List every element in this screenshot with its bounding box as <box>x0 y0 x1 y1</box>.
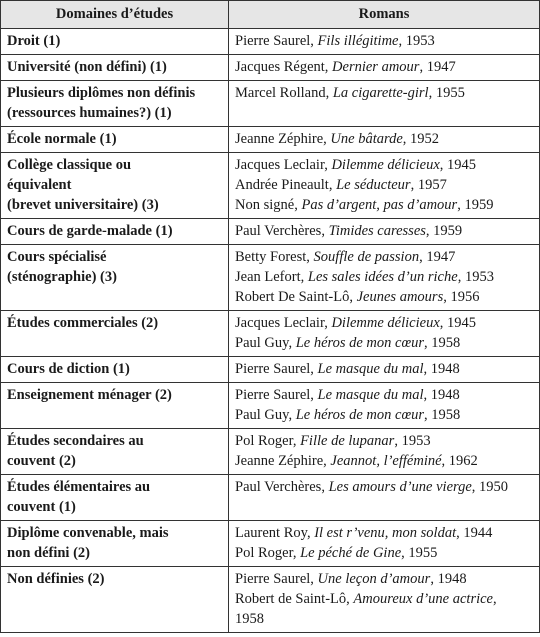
table-row <box>1 29 540 55</box>
novel-year: 1955 <box>408 545 438 561</box>
novel-entry: Pol Roger, Fille de lupanar, 1953 <box>235 433 431 449</box>
novel-entry: Pierre Saurel, Le masque du mal, 1948 <box>235 361 460 377</box>
novel-title: Dilemme délicieux <box>331 315 440 331</box>
novel-author: Paul Verchères <box>235 223 322 239</box>
novels-cell <box>229 521 540 567</box>
novel-entry-continued <box>235 609 533 629</box>
novel-year: 1948 <box>437 571 467 587</box>
novels-cell <box>229 567 540 633</box>
novel-year: 1953 <box>464 269 494 285</box>
novel-author: Laurent Roy <box>235 525 307 541</box>
table-row <box>1 219 540 245</box>
novels-cell <box>229 475 540 521</box>
domain-line: Cours de diction (1) <box>7 361 130 377</box>
domain-cell <box>1 383 229 429</box>
novel-title: Le séducteur <box>336 177 411 193</box>
novels-cell <box>229 357 540 383</box>
table-row <box>1 127 540 153</box>
header-row <box>1 1 540 29</box>
novel-author: Paul Guy <box>235 407 289 423</box>
novel-title: Pas d’argent, pas d’amour <box>301 197 458 213</box>
novel-author: Pierre Saurel <box>235 361 311 377</box>
novel-entry: Jeanne Zéphire, Jeannot, l’efféminé, 1962 <box>235 453 478 469</box>
domain-line: Diplôme convenable, mais <box>7 525 169 541</box>
novel-year: 1948 <box>430 387 460 403</box>
novel-author: Marcel Rolland <box>235 85 326 101</box>
domain-line: Cours de garde-malade (1) <box>7 223 173 239</box>
novel-title: Souffle de passion <box>313 249 420 265</box>
table-row <box>1 521 540 567</box>
novels-cell <box>229 81 540 127</box>
novel-entry: Pierre Saurel, Une leçon d’amour, 1948 <box>235 571 467 587</box>
table-row <box>1 153 540 219</box>
domain-line: Non définies (2) <box>7 571 105 587</box>
novel-title: Une bâtarde <box>330 131 403 147</box>
novel-author: Paul Verchères <box>235 479 322 495</box>
domain-cell <box>1 357 229 383</box>
novel-entry: Jacques Leclair, Dilemme délicieux, 1945 <box>235 315 476 331</box>
novel-year: 1956 <box>450 289 480 305</box>
domain-cell <box>1 55 229 81</box>
novel-title: Le péché de Gine <box>300 545 402 561</box>
domain-line: École normale (1) <box>7 131 117 147</box>
novel-title: Dilemme délicieux <box>331 157 440 173</box>
novel-title: Le masque du mal <box>317 387 424 403</box>
novel-entry: Paul Verchères, Timides caresses, 1959 <box>235 223 463 239</box>
novel-author: Jacques Leclair <box>235 315 325 331</box>
domain-cell <box>1 153 229 219</box>
novel-author: Jacques Leclair <box>235 157 325 173</box>
domain-line: couvent (2) <box>7 453 76 469</box>
novel-entry: Paul Guy, Le héros de mon cœur, 1958 <box>235 335 461 351</box>
novel-year: 1945 <box>447 315 476 331</box>
novel-title: Les amours d’une vierge <box>328 479 472 495</box>
novels-cell <box>229 127 540 153</box>
novel-entry: Jacques Régent, Dernier amour, 1947 <box>235 59 456 75</box>
novel-entry: Jean Lefort, Les sales idées d’un riche, 1953 <box>235 269 494 285</box>
domain-cell <box>1 245 229 311</box>
novel-entry: Robert de Saint-Lô, Amoureux d’une actrice, <box>235 591 497 607</box>
novel-year: 1947 <box>426 249 456 265</box>
domain-line: équivalent <box>7 177 72 193</box>
novel-year: 1959 <box>433 223 463 239</box>
novels-cell <box>229 311 540 357</box>
novel-author: Pierre Saurel <box>235 387 311 403</box>
table-row <box>1 311 540 357</box>
novel-entry: Paul Verchères, Les amours d’une vierge, 1950 <box>235 479 509 495</box>
novel-year: 1947 <box>426 59 456 75</box>
novel-entry: Non signé, Pas d’argent, pas d’amour, 1959 <box>235 197 494 213</box>
novel-author: Robert De Saint-Lô <box>235 289 350 305</box>
novels-cell <box>229 383 540 429</box>
header-domains: Domaines d’études <box>1 1 229 29</box>
novel-title: Il est r’venu, mon soldat <box>314 525 457 541</box>
novel-entry: Robert De Saint-Lô, Jeunes amours, 1956 <box>235 289 480 305</box>
novel-year: 1958 <box>235 611 264 627</box>
novel-title: Fille de lupanar <box>300 433 395 449</box>
novel-author: Non signé <box>235 197 295 213</box>
novels-cell <box>229 55 540 81</box>
novel-title: Jeannot, l’efféminé <box>330 453 442 469</box>
table-body <box>1 29 540 633</box>
domain-cell <box>1 127 229 153</box>
domain-line: Études secondaires au <box>7 433 144 449</box>
domain-line: Droit (1) <box>7 33 61 49</box>
novel-year: 1950 <box>479 479 509 495</box>
domain-line: Cours spécialisé <box>7 249 107 265</box>
novel-author: Jeanne Zéphire <box>235 453 324 469</box>
novel-year: 1945 <box>447 157 476 173</box>
novels-cell <box>229 245 540 311</box>
novel-author: Jacques Régent <box>235 59 325 75</box>
novel-year: 1953 <box>405 33 435 49</box>
domain-line: (sténographie) (3) <box>7 269 117 285</box>
domain-line: Collège classique ou <box>7 157 132 173</box>
novel-entry: Marcel Rolland, La cigarette-girl, 1955 <box>235 85 465 101</box>
novel-title: Le héros de mon cœur <box>295 335 425 351</box>
novel-year: 1948 <box>430 361 460 377</box>
domain-cell <box>1 29 229 55</box>
table-row <box>1 383 540 429</box>
novel-year: 1962 <box>448 453 478 469</box>
novel-year: 1958 <box>431 335 461 351</box>
novel-title: Le héros de mon cœur <box>295 407 425 423</box>
novel-year: 1958 <box>431 407 461 423</box>
novel-title: Timides caresses <box>328 223 426 239</box>
novel-title: Dernier amour <box>332 59 420 75</box>
table-row <box>1 429 540 475</box>
table-row <box>1 81 540 127</box>
novel-entry: Jacques Leclair, Dilemme délicieux, 1945 <box>235 157 476 173</box>
novel-entry: Andrée Pineault, Le séducteur, 1957 <box>235 177 447 193</box>
domain-line: (brevet universitaire) (3) <box>7 197 159 213</box>
novel-author: Betty Forest <box>235 249 307 265</box>
domain-line: Études élémentaires au <box>7 479 151 495</box>
novel-title: Jeunes amours <box>356 289 444 305</box>
domain-line: Université (non défini) (1) <box>7 59 167 75</box>
novel-author: Andrée Pineault <box>235 177 329 193</box>
novel-year: 1955 <box>435 85 465 101</box>
novel-author: Paul Guy <box>235 335 289 351</box>
domain-line: couvent (1) <box>7 499 76 515</box>
table-row <box>1 55 540 81</box>
novel-year: 1953 <box>401 433 431 449</box>
novel-entry: Pierre Saurel, Le masque du mal, 1948 <box>235 387 460 403</box>
domain-line: Études commerciales (2) <box>7 315 159 331</box>
novel-entry: Pierre Saurel, Fils illégitime, 1953 <box>235 33 435 49</box>
domain-cell <box>1 311 229 357</box>
novel-title: Une leçon d’amour <box>317 571 431 587</box>
novel-entry: Jeanne Zéphire, Une bâtarde, 1952 <box>235 131 440 147</box>
table-row <box>1 245 540 311</box>
novels-cell <box>229 29 540 55</box>
novel-year: 1959 <box>464 197 494 213</box>
domain-line: (ressources humaines?) (1) <box>7 105 172 121</box>
novel-author: Pierre Saurel <box>235 571 311 587</box>
novel-author: Jeanne Zéphire <box>235 131 324 147</box>
novel-title: Le masque du mal <box>317 361 424 377</box>
novel-author: Jean Lefort <box>235 269 301 285</box>
novel-entry: Paul Guy, Le héros de mon cœur, 1958 <box>235 407 461 423</box>
domain-line: Enseignement ménager (2) <box>7 387 172 403</box>
novel-title: Les sales idées d’un riche <box>307 269 458 285</box>
novel-year: 1957 <box>417 177 447 193</box>
header-novels: Romans <box>229 1 540 29</box>
novels-cell <box>229 153 540 219</box>
novel-entry: Laurent Roy, Il est r’venu, mon soldat, 1944 <box>235 525 493 541</box>
table-row <box>1 357 540 383</box>
domain-line: non défini (2) <box>7 545 90 561</box>
novel-year: 1952 <box>410 131 440 147</box>
novel-entry: Pol Roger, Le péché de Gine, 1955 <box>235 545 438 561</box>
domain-cell <box>1 567 229 633</box>
novel-author: Pierre Saurel <box>235 33 311 49</box>
domain-cell <box>1 475 229 521</box>
novel-author: Robert de Saint-Lô <box>235 591 347 607</box>
novel-author: Pol Roger <box>235 545 293 561</box>
domain-cell <box>1 429 229 475</box>
novel-author: Pol Roger <box>235 433 293 449</box>
table-row <box>1 567 540 633</box>
domain-line: Plusieurs diplômes non définis <box>7 85 196 101</box>
novel-year: 1944 <box>463 525 493 541</box>
novel-entry: Betty Forest, Souffle de passion, 1947 <box>235 249 456 265</box>
domain-cell <box>1 81 229 127</box>
domain-cell <box>1 219 229 245</box>
domain-cell <box>1 521 229 567</box>
novel-title: Amoureux d’une actrice <box>353 591 493 607</box>
novels-cell <box>229 429 540 475</box>
table-row <box>1 475 540 521</box>
novels-cell <box>229 219 540 245</box>
novel-title: La cigarette-girl <box>332 85 429 101</box>
novel-title: Fils illégitime <box>317 33 399 49</box>
